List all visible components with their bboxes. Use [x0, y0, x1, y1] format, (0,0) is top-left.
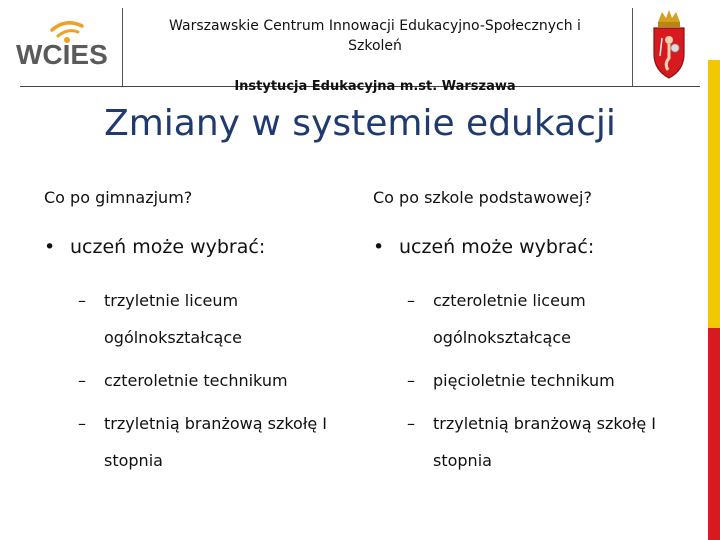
list-item	[78, 282, 364, 356]
right-bullet	[373, 234, 693, 260]
slide-title: Zmiany w systemie edukacji	[104, 103, 616, 144]
header-divider-right	[632, 8, 633, 86]
list-item	[78, 405, 364, 479]
bullet-icon: •	[373, 236, 385, 258]
list-item-text: trzyletnią branżową szkołę I stopnia	[433, 414, 657, 470]
list-item	[407, 362, 693, 399]
header-divider-left	[122, 8, 123, 86]
right-heading: Co po szkole podstawowej?	[373, 188, 592, 207]
list-item	[78, 362, 364, 399]
left-heading: Co po gimnazjum?	[44, 188, 193, 207]
list-item-text: czteroletnie liceum ogólnokształcące	[433, 291, 586, 347]
list-item	[407, 282, 693, 356]
list-item-text: pięcioletnie technikum	[433, 371, 615, 390]
institution-name: Instytucja Edukacyjna m.st. Warszawa	[234, 79, 516, 94]
right-column	[373, 186, 693, 485]
left-bullet-text: uczeń może wybrać:	[70, 236, 266, 258]
side-bar-white	[708, 0, 720, 60]
logo-text: WCIES	[16, 39, 108, 70]
left-bullet	[44, 234, 364, 260]
left-option-list	[78, 282, 364, 479]
dash-icon: –	[78, 291, 86, 310]
bullet-icon: •	[44, 236, 56, 258]
right-bullet-text: uczeń może wybrać:	[399, 236, 595, 258]
dash-icon: –	[78, 414, 86, 433]
dash-icon: –	[78, 371, 86, 390]
organization-name: Warszawskie Centrum Innowacji Edukacyjno-Społecznych i Szkoleń	[169, 18, 581, 54]
dash-icon: –	[407, 414, 415, 433]
warsaw-crest-icon	[648, 8, 690, 80]
side-bar-red	[708, 328, 720, 540]
wcies-logo	[14, 14, 114, 74]
list-item-text: trzyletnie liceum ogólnokształcące	[104, 291, 242, 347]
list-item-text: trzyletnią branżową szkołę I stopnia	[104, 414, 328, 470]
list-item	[407, 405, 693, 479]
list-item-text: czteroletnie technikum	[104, 371, 288, 390]
dash-icon: –	[407, 371, 415, 390]
right-option-list	[407, 282, 693, 479]
dash-icon: –	[407, 291, 415, 310]
left-column	[44, 186, 364, 485]
